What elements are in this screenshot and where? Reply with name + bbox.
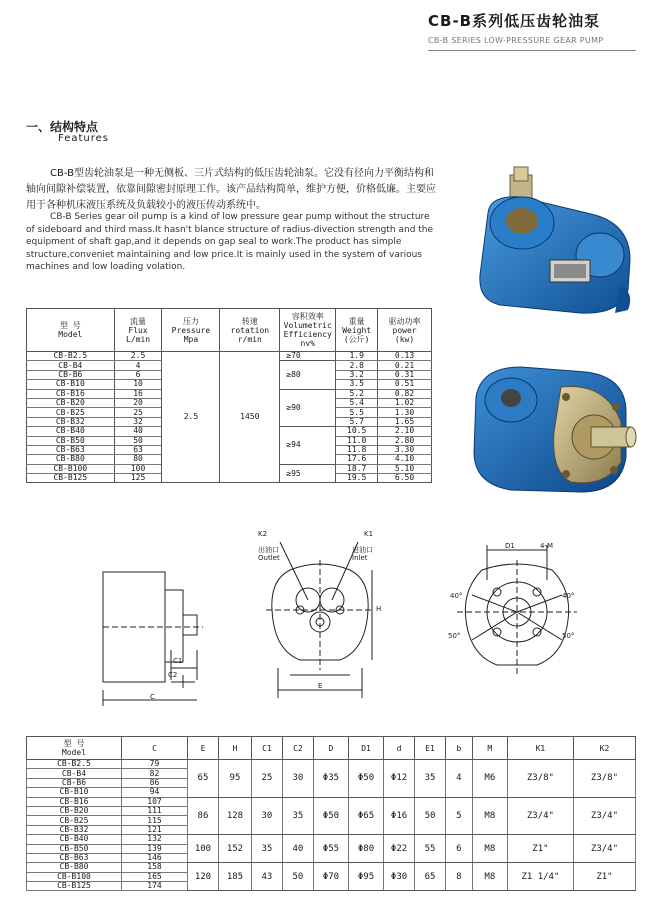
dimension-table <box>26 736 636 891</box>
dim-header-en: C1 <box>262 743 272 753</box>
power-cell: 2.10 <box>378 427 432 436</box>
flux-cell: 10 <box>114 380 162 389</box>
c-cell: 86 <box>121 778 187 787</box>
dim-h-cell: 95 <box>218 760 251 798</box>
weight-cell: 3.5 <box>336 380 378 389</box>
spec-header-en: Pressure Mpa <box>171 325 211 344</box>
c-cell: 146 <box>121 853 187 862</box>
model-cell: CB-B40 <box>27 835 122 844</box>
c-cell: 158 <box>121 863 187 872</box>
flux-cell: 50 <box>114 436 162 445</box>
k1-label: K1 <box>364 530 374 538</box>
model-cell: CB-B80 <box>27 455 115 464</box>
dim-d1-cell: Φ65 <box>348 797 383 835</box>
weight-cell: 19.5 <box>336 474 378 483</box>
model-cell: CB-B32 <box>27 417 115 426</box>
efficiency-cell: ≥95 <box>280 464 336 483</box>
dim-c2-cell: 30 <box>282 760 313 798</box>
efficiency-cell: ≥90 <box>280 389 336 427</box>
angle-40-right-label: 40° <box>562 592 575 600</box>
dim-e1-cell: 65 <box>415 863 446 891</box>
header-divider <box>428 50 636 51</box>
dim-d1-label: D1 <box>505 542 515 550</box>
dim-c2-label: C2 <box>168 671 178 679</box>
model-cell: CB-B20 <box>27 806 122 815</box>
section-subtitle: Features <box>58 133 109 144</box>
spec-header-en: Flux L/min <box>126 325 151 344</box>
dim-e1-cell: 35 <box>415 760 446 798</box>
power-cell: 6.50 <box>378 474 432 483</box>
dim-e1-cell: 55 <box>415 835 446 863</box>
dim-d-cell: Φ16 <box>384 797 415 835</box>
dim-h-cell: 152 <box>218 835 251 863</box>
dim-header-cell <box>384 737 415 760</box>
dim-d-cell: Φ70 <box>313 863 348 891</box>
dim-h-cell: 128 <box>218 797 251 835</box>
flange-view-drawing <box>452 540 582 690</box>
dim-c1-cell: 35 <box>251 835 282 863</box>
spec-header-en: rotation r/min <box>230 325 270 344</box>
dim-d-cell: Φ30 <box>384 863 415 891</box>
c-cell: 139 <box>121 844 187 853</box>
model-cell: CB-B32 <box>27 825 122 834</box>
outlet-cn-label: 出油口 <box>258 546 279 554</box>
model-cell: CB-B20 <box>27 398 115 407</box>
spec-header-cell <box>162 309 220 352</box>
pump-photo-top <box>470 165 640 320</box>
dim-header-en: C2 <box>293 743 303 753</box>
dim-header-en: D1 <box>361 743 371 753</box>
inlet-en-label: Inlet <box>352 554 368 562</box>
spec-header-cell <box>27 309 115 352</box>
dim-e-cell: 100 <box>188 835 219 863</box>
weight-cell: 5.2 <box>336 389 378 398</box>
efficiency-cell: ≥80 <box>280 361 336 389</box>
spec-table-row <box>27 352 432 361</box>
section-title: 一、结构特点 <box>26 120 99 134</box>
spec-table <box>26 308 432 483</box>
dim-e-cell: 65 <box>188 760 219 798</box>
c-cell: 115 <box>121 816 187 825</box>
spec-header-cn: 流量 <box>130 316 147 326</box>
dim-e-cell: 86 <box>188 797 219 835</box>
model-cell: CB-B63 <box>27 853 122 862</box>
weight-cell: 1.9 <box>336 352 378 361</box>
model-cell: CB-B6 <box>27 370 115 379</box>
flux-cell: 100 <box>114 464 162 473</box>
dim-d-cell: Φ12 <box>384 760 415 798</box>
weight-cell: 5.4 <box>336 398 378 407</box>
dim-m-cell: M8 <box>472 797 507 835</box>
flux-cell: 40 <box>114 427 162 436</box>
spec-header-cn: 型 号 <box>59 321 81 330</box>
dim-d1-cell: Φ80 <box>348 835 383 863</box>
spec-table-body <box>27 352 432 483</box>
weight-cell: 2.8 <box>336 361 378 370</box>
c-cell: 165 <box>121 872 187 881</box>
dim-header-en: H <box>232 743 238 753</box>
dim-b-cell: 4 <box>445 760 472 798</box>
dim-k2-cell: Z3/4" <box>573 835 635 863</box>
dim-k2-cell: Z3/8" <box>573 760 635 798</box>
model-cell: CB-B10 <box>27 380 115 389</box>
dim-header-cn: 型 号 <box>63 739 85 748</box>
dim-h-label: H <box>376 605 382 613</box>
weight-cell: 18.7 <box>336 464 378 473</box>
c-cell: 121 <box>121 825 187 834</box>
dim-d1-cell: Φ95 <box>348 863 383 891</box>
power-cell: 0.51 <box>378 380 432 389</box>
spec-header-cell <box>336 309 378 352</box>
dim-m-cell: M6 <box>472 760 507 798</box>
dim-header-en: K1 <box>535 743 546 753</box>
dim-m-cell: M8 <box>472 835 507 863</box>
model-cell: CB-B25 <box>27 816 122 825</box>
dimension-table-header <box>27 737 636 760</box>
power-cell: 5.10 <box>378 464 432 473</box>
spec-header-en: Volumetric Efficiency nv% <box>283 321 332 348</box>
dim-table-row <box>27 797 636 806</box>
k2-label: K2 <box>258 530 268 538</box>
dim-c-label: C <box>150 693 155 701</box>
dim-e-cell: 120 <box>188 863 219 891</box>
dim-b-cell: 8 <box>445 863 472 891</box>
spec-header-cell <box>220 309 280 352</box>
spec-header-cell <box>280 309 336 352</box>
power-cell: 3.30 <box>378 445 432 454</box>
power-cell: 1.30 <box>378 408 432 417</box>
dim-d-cell: Φ22 <box>384 835 415 863</box>
model-cell: CB-B50 <box>27 436 115 445</box>
dim-header-en: d <box>396 743 402 753</box>
dim-header-cell <box>282 737 313 760</box>
dim-header-en: K2 <box>599 743 610 753</box>
spec-header-cell <box>378 309 432 352</box>
model-cell: CB-B50 <box>27 844 122 853</box>
dim-table-row <box>27 760 636 769</box>
c-cell: 111 <box>121 806 187 815</box>
model-cell: CB-B10 <box>27 788 122 797</box>
c-cell: 79 <box>121 760 187 769</box>
intro-chinese: CB-B型齿轮油泵是一种无侧板、三片式结构的低压齿轮油泵。它没有径向力平衡结构和轴向间隙补偿装置，依靠间隙密封原理工作。该产品结构简单，维护方便，价格低廉。主要应用于各种机床液压系统及负载较小的液压传动系统中。 <box>26 168 436 211</box>
model-cell: CB-B80 <box>27 863 122 872</box>
flux-cell: 20 <box>114 398 162 407</box>
flux-cell: 2.5 <box>114 352 162 361</box>
c-cell: 107 <box>121 797 187 806</box>
weight-cell: 17.6 <box>336 455 378 464</box>
weight-cell: 5.7 <box>336 417 378 426</box>
dim-c2-cell: 50 <box>282 863 313 891</box>
dim-header-en: M <box>487 743 493 753</box>
model-cell: CB-B125 <box>27 882 122 891</box>
inlet-cn-label: 进油口 <box>352 546 373 554</box>
dimension-table-body <box>27 760 636 891</box>
pressure-cell: 2.5 <box>162 352 220 483</box>
dim-d-cell: Φ55 <box>313 835 348 863</box>
dim-header-cell <box>507 737 573 760</box>
model-cell: CB-B63 <box>27 445 115 454</box>
dim-header-cell <box>445 737 472 760</box>
dim-k2-cell: Z1" <box>573 863 635 891</box>
dim-h-cell: 185 <box>218 863 251 891</box>
model-cell: CB-B2.5 <box>27 352 115 361</box>
power-cell: 0.21 <box>378 361 432 370</box>
spec-header-cn: 驱动功率 <box>388 316 421 326</box>
dim-c1-cell: 43 <box>251 863 282 891</box>
spec-header-en: Weight (公斤) <box>342 325 372 344</box>
dim-k2-cell: Z3/4" <box>573 797 635 835</box>
dim-header-cell <box>188 737 219 760</box>
efficiency-cell: ≥70 <box>280 352 336 361</box>
spec-header-cn: 压力 <box>182 316 199 326</box>
spec-header-cell <box>114 309 162 352</box>
weight-cell: 3.2 <box>336 370 378 379</box>
dim-e1-cell: 50 <box>415 797 446 835</box>
spec-header-cn: 容积效率 <box>291 312 324 321</box>
dim-header-en: E1 <box>425 743 435 753</box>
pump-photo-bottom <box>466 352 641 502</box>
flux-cell: 63 <box>114 445 162 454</box>
model-cell: CB-B4 <box>27 361 115 370</box>
dim-b-cell: 5 <box>445 797 472 835</box>
flux-cell: 32 <box>114 417 162 426</box>
dim-d-cell: Φ50 <box>313 797 348 835</box>
model-cell: CB-B16 <box>27 797 122 806</box>
dim-d1-cell: Φ50 <box>348 760 383 798</box>
dim-k1-cell: Z3/8" <box>507 760 573 798</box>
outlet-en-label: Outlet <box>258 554 280 562</box>
power-cell: 0.82 <box>378 389 432 398</box>
dim-header-cell <box>313 737 348 760</box>
dim-header-cell <box>573 737 635 760</box>
dim-k1-cell: Z3/4" <box>507 797 573 835</box>
model-cell: CB-B40 <box>27 427 115 436</box>
power-cell: 1.02 <box>378 398 432 407</box>
model-cell: CB-B25 <box>27 408 115 417</box>
angle-40-left-label: 40° <box>450 592 463 600</box>
dim-header-cell <box>121 737 187 760</box>
dim-table-row <box>27 863 636 872</box>
efficiency-cell: ≥94 <box>280 427 336 465</box>
dim-header-en: C <box>152 743 157 753</box>
dim-header-cell <box>415 737 446 760</box>
dim-header-en: E <box>200 743 206 753</box>
dim-header-en: Model <box>61 748 87 757</box>
dim-d-cell: Φ35 <box>313 760 348 798</box>
flux-cell: 4 <box>114 361 162 370</box>
page-subtitle: CB-B SERIES LOW-PRESSURE GEAR PUMP <box>428 36 604 45</box>
model-cell: CB-B16 <box>27 389 115 398</box>
dim-m-cell: M8 <box>472 863 507 891</box>
c-cell: 94 <box>121 788 187 797</box>
weight-cell: 10.5 <box>336 427 378 436</box>
page-title: CB-B系列低压齿轮油泵 <box>428 12 601 30</box>
weight-cell: 11.8 <box>336 445 378 454</box>
power-cell: 2.80 <box>378 436 432 445</box>
dim-c1-label: C1 <box>173 657 183 665</box>
spec-header-cn: 转速 <box>241 316 258 326</box>
flux-cell: 6 <box>114 370 162 379</box>
dim-c1-cell: 25 <box>251 760 282 798</box>
spec-header-en: power (kw) <box>392 325 417 344</box>
c-cell: 82 <box>121 769 187 778</box>
power-cell: 0.31 <box>378 370 432 379</box>
spec-table-header <box>27 309 432 352</box>
dim-c2-cell: 35 <box>282 797 313 835</box>
dim-c1-cell: 30 <box>251 797 282 835</box>
c-cell: 174 <box>121 882 187 891</box>
power-cell: 4.10 <box>378 455 432 464</box>
model-cell: CB-B100 <box>27 464 115 473</box>
dim-header-cell <box>27 737 122 760</box>
dim-e-label: E <box>318 682 323 690</box>
angle-50-left-label: 50° <box>448 632 461 640</box>
dim-header-en: b <box>456 743 462 753</box>
model-cell: CB-B125 <box>27 474 115 483</box>
angle-50-right-label: 50° <box>562 632 575 640</box>
c-cell: 132 <box>121 835 187 844</box>
dim-m-label: 4-M <box>540 542 554 550</box>
dim-b-cell: 6 <box>445 835 472 863</box>
dim-header-cell <box>472 737 507 760</box>
dim-k1-cell: Z1" <box>507 835 573 863</box>
dim-header-en: D <box>328 743 334 753</box>
weight-cell: 11.0 <box>336 436 378 445</box>
dim-header-cell <box>218 737 251 760</box>
power-cell: 1.65 <box>378 417 432 426</box>
dim-table-row <box>27 835 636 844</box>
dim-header-cell <box>348 737 383 760</box>
intro-english: CB-B Series gear oil pump is a kind of low pressure gear pump without the structure of sideboard and third mass.It hasn't blance structure of radius-divection strength and the equipment of shaft gap,and it depends on gap seal to work.The product has simple structure,conveniet maintaining and low price.It is mainly used in the system of various machines and low loading volation. <box>26 212 434 272</box>
side-view-drawing <box>95 560 205 710</box>
dim-c2-cell: 40 <box>282 835 313 863</box>
rotation-cell: 1450 <box>220 352 280 483</box>
weight-cell: 5.5 <box>336 408 378 417</box>
flux-cell: 25 <box>114 408 162 417</box>
spec-header-en: Model <box>58 330 83 339</box>
dim-k1-cell: Z1 1/4" <box>507 863 573 891</box>
spec-header-cn: 重量 <box>348 316 365 326</box>
dim-header-cell <box>251 737 282 760</box>
model-cell: CB-B4 <box>27 769 122 778</box>
model-cell: CB-B6 <box>27 778 122 787</box>
flux-cell: 80 <box>114 455 162 464</box>
model-cell: CB-B100 <box>27 872 122 881</box>
power-cell: 0.13 <box>378 352 432 361</box>
model-cell: CB-B2.5 <box>27 760 122 769</box>
flux-cell: 125 <box>114 474 162 483</box>
flux-cell: 16 <box>114 389 162 398</box>
